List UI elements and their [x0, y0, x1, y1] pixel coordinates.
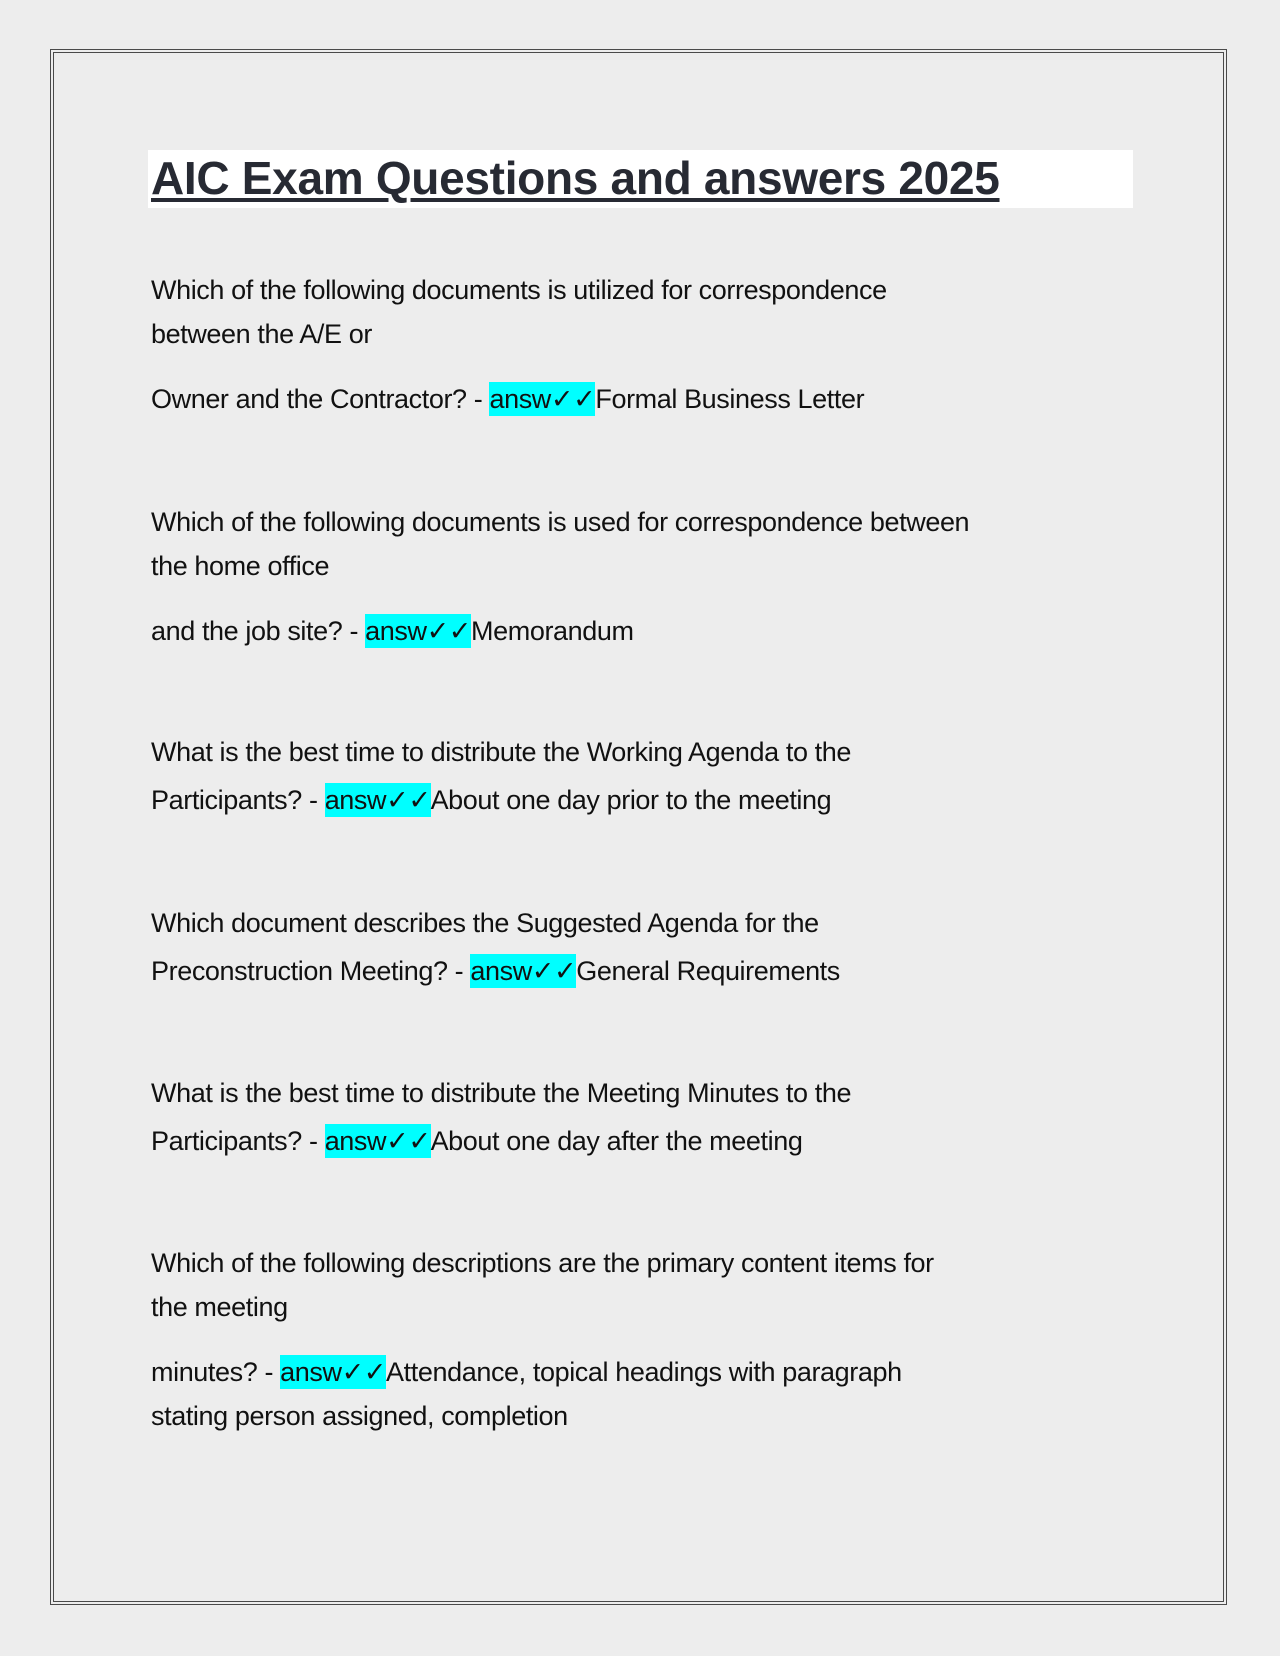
question-6-tail: minutes? - — [151, 1357, 281, 1387]
question-3-line-1: What is the best time to distribute the Working Agenda to the — [151, 737, 851, 767]
question-6-line-1: Which of the following descriptions are the primary content items for — [151, 1248, 934, 1278]
answer-marker-highlight: answ✓✓ — [324, 1126, 431, 1156]
qa-item-3-answer-line — [151, 778, 831, 822]
answer-1: Formal Business Letter — [595, 384, 865, 414]
question-5-line-1: What is the best time to distribute the Meeting Minutes to the — [151, 1078, 852, 1108]
document-title: AIC Exam Questions and answers 2025 — [151, 152, 1000, 204]
question-2-tail: and the job site? - — [151, 616, 366, 646]
answer-marker-highlight: answ✓✓ — [489, 384, 596, 414]
qa-item-4-answer-line — [151, 949, 840, 993]
question-1-line-2: between the A/E or — [151, 319, 372, 349]
question-4-line-1: Which document describes the Suggested Agenda for the — [151, 908, 819, 938]
question-6-line-2: the meeting — [151, 1292, 288, 1322]
question-2-line-2: the home office — [151, 551, 330, 581]
qa-item-5-answer-line — [151, 1119, 802, 1163]
answer-marker-highlight: answ✓✓ — [365, 616, 472, 646]
answer-3: About one day prior to the meeting — [430, 785, 832, 815]
answer-2: Memorandum — [471, 616, 634, 646]
question-1-tail: Owner and the Contractor? - — [151, 384, 490, 414]
answer-marker-highlight: answ✓✓ — [470, 956, 577, 986]
answer-marker-highlight: answ✓✓ — [280, 1357, 387, 1387]
qa-item-2-answer-line — [151, 609, 634, 653]
question-5-tail: Participants? - — [151, 1126, 325, 1156]
answer-6: Attendance, topical headings with paragraph — [386, 1357, 902, 1387]
question-3-tail: Participants? - — [151, 785, 325, 815]
answer-6-continuation: stating person assigned, completion — [151, 1401, 568, 1431]
question-1-line-1: Which of the following documents is utilized for correspondence — [151, 275, 887, 305]
question-4-tail: Preconstruction Meeting? - — [151, 956, 471, 986]
qa-item-1-answer-line — [151, 377, 864, 421]
answer-5: About one day after the meeting — [430, 1126, 803, 1156]
question-2-line-1: Which of the following documents is used for correspondence between — [151, 507, 970, 537]
answer-marker-highlight: answ✓✓ — [324, 785, 431, 815]
answer-4: General Requirements — [576, 956, 840, 986]
qa-item-6-answer-line — [151, 1350, 902, 1394]
